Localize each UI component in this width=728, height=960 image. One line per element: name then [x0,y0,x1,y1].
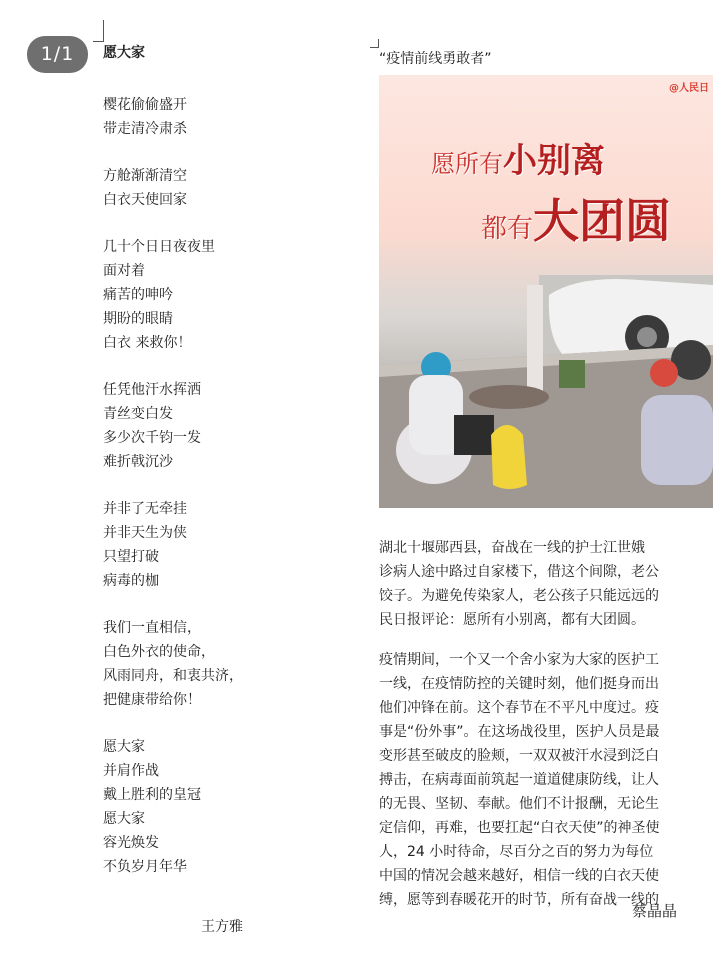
poem-line: 风雨同舟，和衷共济， [103,668,243,684]
poem-line: 不负岁月年华 [103,859,187,875]
article-line: 诊病人途中路过自家楼下，借这个间隙，老公 [379,564,659,580]
article-line: 缚，愿等到春暖花开的时节，所有奋战一线的 [379,892,659,908]
article-line: 定信仰，再难，也要扛起“白衣天使”的神圣使 [379,820,660,836]
poem-line: 白衣 来救你！ [103,335,192,351]
photo-headline-line1 [431,133,605,182]
toy-figure [650,359,678,387]
article-line: 搏击，在病毒面前筑起一道道健康防线，让人 [379,772,659,788]
poem-stanza [103,93,358,141]
article-paragraph [379,536,713,632]
poem-line: 愿大家 [103,739,145,755]
poem-line: 并肩作战 [103,763,159,779]
poem-title: 愿大家 [103,45,145,61]
article-photo [379,75,713,508]
poem-line: 几十个日日夜夜里 [103,239,215,255]
poem-line: 期盼的眼睛 [103,311,173,327]
article-line: 湖北十堰郧西县，奋战在一线的护士江世娥 [379,540,645,556]
crop-mark-right [370,39,379,48]
article-title: “疫情前线勇敢者” [379,51,492,67]
headline-line1-emphasis: 小别离 [503,141,605,181]
poem-stanza [103,378,358,474]
poem-line: 只望打破 [103,549,159,565]
poem-stanzas [103,93,358,879]
article-line: 一线，在疫情防控的关键时刻，他们挺身而出 [379,676,659,692]
car-hub [637,327,657,347]
poem-line: 带走清冷肃杀 [103,121,187,137]
poem-line: 白衣天使回家 [103,192,187,208]
person-left-legs [454,415,494,455]
headline-line1-prefix: 愿所有 [431,150,503,178]
poem-line: 青丝变白发 [103,406,173,422]
poem-author: 王方雅 [201,919,243,935]
poem-line: 我们一直相信， [103,620,201,636]
poem-line: 痛苦的呻吟 [103,287,173,303]
small-box [559,360,585,388]
article-line: 人，24 小时待命，尽百分之百的努力为每位 [379,844,654,860]
poem-line: 方舱渐渐清空 [103,168,187,184]
poem-column [103,42,358,902]
poem-line: 愿大家 [103,811,145,827]
poem-line: 任凭他汗水挥洒 [103,382,201,398]
article-paragraph [379,648,713,912]
article-line: 疫情期间，一个又一个舍小家为大家的医护工 [379,652,659,668]
poem-line: 樱花偷偷盛开 [103,97,187,113]
photo-headline-line2 [481,185,671,251]
yellow-bag [491,425,527,489]
poem-line: 容光焕发 [103,835,159,851]
headline-line2-prefix: 都有 [481,214,534,244]
soil-patch [469,385,549,409]
photo-watermark: @人民日 [669,83,709,94]
poem-line: 白色外衣的使命， [103,644,215,660]
poem-stanza [103,164,358,212]
person-right-body [641,395,713,485]
poem-line: 面对着 [103,263,145,279]
poem-line: 难折戟沉沙 [103,454,173,470]
article-line: 事是“份外事”。在这场战役里，医护人员是最 [379,724,660,740]
page-indicator-badge[interactable]: 1/1 [27,36,88,73]
poem-line: 多少次千钧一发 [103,430,201,446]
article-line: 他们冲锋在前。这个春节在不平凡中度过。疫 [379,700,659,716]
crop-mark-left [93,20,104,42]
poem-line: 病毒的枷 [103,573,159,589]
poem-stanza [103,735,358,879]
poem-stanza [103,235,358,355]
poem-line: 并非了无牵挂 [103,501,187,517]
article-line: 民日报评论：愿所有小别离，都有大团圆。 [379,612,645,628]
headline-line2-emphasis: 大团圆 [533,194,672,248]
pole [527,285,543,395]
poem-line: 戴上胜利的皇冠 [103,787,201,803]
article-author: 蔡晶晶 [632,902,678,920]
article-line: 的无畏、坚韧、奉献。他们不计报酬，无论生 [379,796,659,812]
article-line: 饺子。为避免传染家人，老公孩子只能远远的 [379,588,659,604]
article-line: 变形甚至破皮的脸颊，一双双被汗水浸到泛白 [379,748,659,764]
poem-stanza [103,616,358,712]
poem-stanza [103,497,358,593]
article-body [379,536,713,928]
poem-line: 把健康带给你！ [103,692,201,708]
poem-line: 并非天生为侠 [103,525,187,541]
article-line: 中国的情况会越来越好，相信一线的白衣天使 [379,868,659,884]
